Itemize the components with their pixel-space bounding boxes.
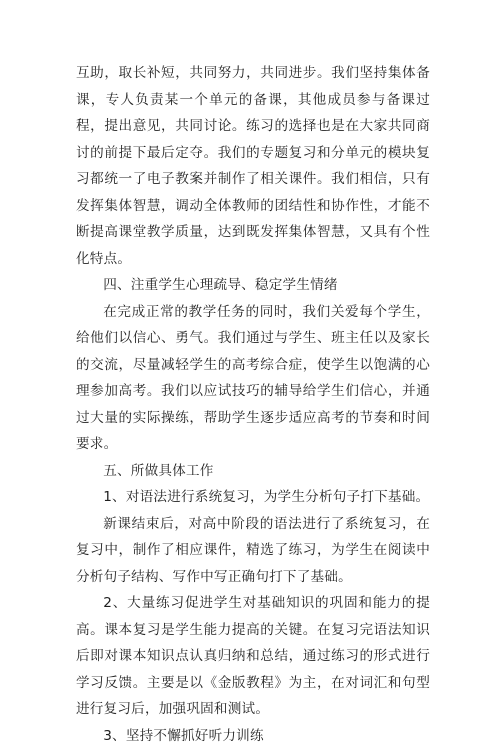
section-heading-five: 五、所做具体工作	[76, 458, 430, 485]
item-grammar-review: 1、对语法进行系统复习，为学生分析句子打下基础。	[76, 484, 430, 511]
item-listening-training: 3、坚持不懈抓好听力训练	[76, 723, 430, 749]
section-heading-four: 四、注重学生心理疏导、稳定学生情绪	[76, 272, 430, 299]
item-practice-consolidation: 2、大量练习促进学生对基础知识的巩固和能力的提高。课本复习是学生能力提高的关键。在复习完语法知识后即对课本知识点认真归纳和总结，通过练习的形式进行学习反馈。主要是以《金版教程》为主，在对词汇和句型进行复习后，加强巩固和测试。	[76, 590, 430, 723]
paragraph-grammar-review-detail: 新课结束后，对高中阶段的语法进行了系统复习，在复习中，制作了相应课件，精选了练习，为学生在阅读中分析句子结构、写作中写正确句打下了基础。	[76, 511, 430, 591]
document-body	[76, 60, 430, 749]
paragraph-collective-preparation: 互助，取长补短，共同努力，共同进步。我们坚持集体备课，专人负责某一个单元的备课，其他成员参与备课过程，提出意见，共同讨论。练习的选择也是在大家共同商讨的前提下最后定夺。我们的专题复习和分单元的模块复习都统一了电子教案并制作了相关课件。我们相信，只有发挥集体智慧，调动全体教师的团结性和协作性，才能不断提高课堂教学质量，达到既发挥集体智慧，又具有个性化特点。	[76, 60, 430, 272]
paragraph-psychological-guidance: 在完成正常的教学任务的同时，我们关爱每个学生，给他们以信心、勇气。我们通过与学生、班主任以及家长的交流，尽量减轻学生的高考综合症，使学生以饱满的心理参加高考。我们以应试技巧的辅导给学生们信心，并通过大量的实际操练，帮助学生逐步适应高考的节奏和时间要求。	[76, 299, 430, 458]
